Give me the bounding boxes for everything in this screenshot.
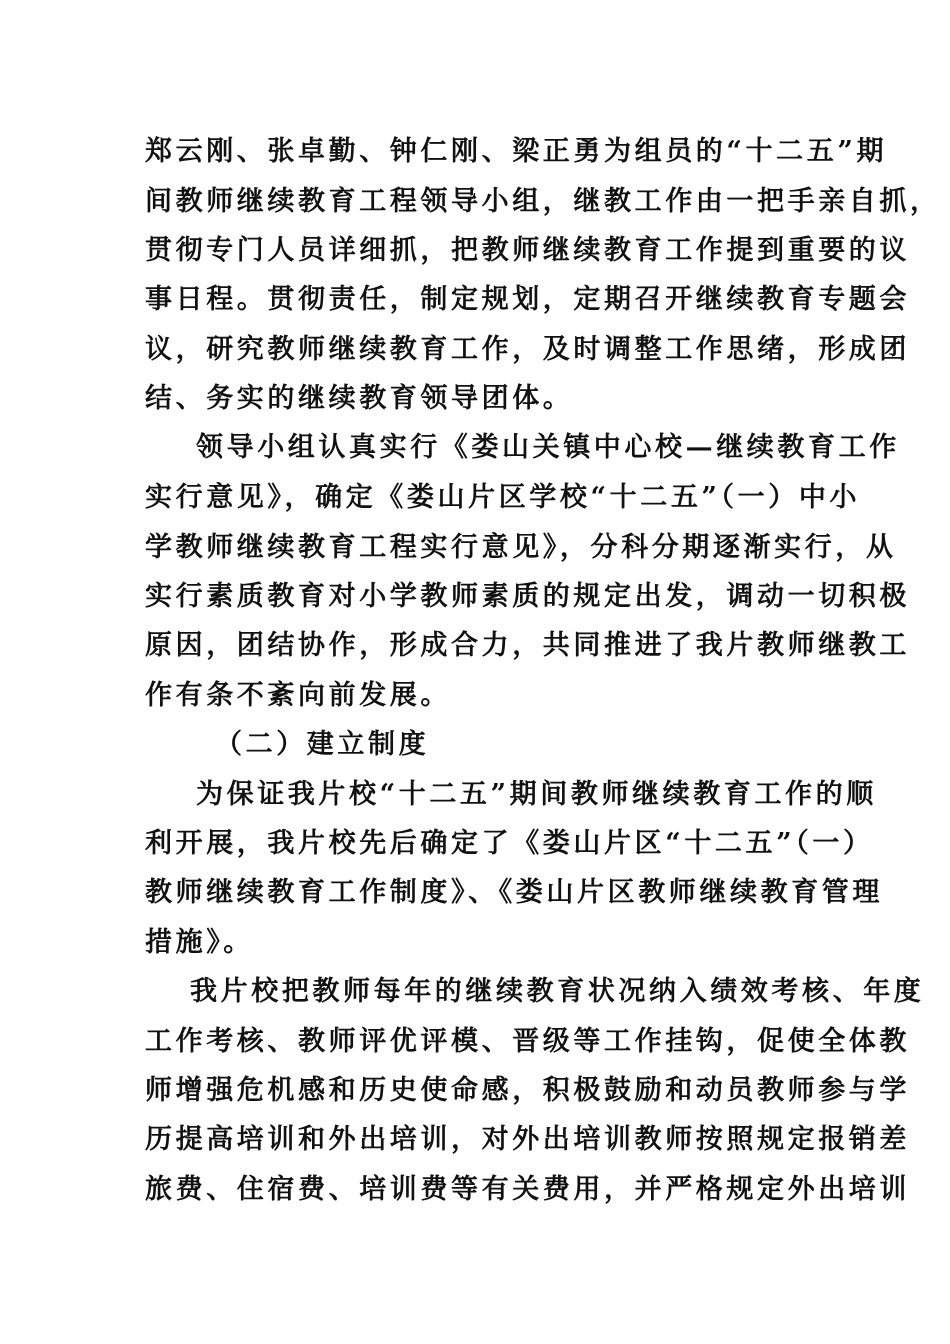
paragraph-3-line-3: 教师继续教育工作制度》、《娄山片区教师继续教育管理 [145,877,883,908]
paragraph-4-line-3: 师增强危机感和历史使命感，积极鼓励和动员教师参与学 [145,1075,910,1106]
paragraph-1-line-3: 贯彻专门人员详细抓，把教师继续教育工作提到重要的议 [145,235,910,266]
paragraph-1-line-1: 郑云刚、张卓勤、钟仁刚、梁正勇为组员的“十二五”期 [145,136,888,167]
paragraph-4-line-4: 历提高培训和外出培训，对外出培训教师按照规定报销差 [145,1124,910,1155]
paragraph-3-line-2: 利开展，我片校先后确定了《娄山片区“十二五”（一） [145,828,874,859]
paragraph-1-line-2: 间教师继续教育工程领导小组，继教工作由一把手亲自抓， [145,186,941,217]
paragraph-2-line-6: 作有条不紊向前发展。 [145,680,451,711]
paragraph-3-line-1: 为保证我片校“十二五”期间教师继续教育工作的顺 [196,779,877,810]
paragraph-4-line-5: 旅费、住宿费、培训费等有关费用，并严格规定外出培训 [145,1174,910,1205]
paragraph-2-line-1: 领导小组认真实行《娄山关镇中心校—继续教育工作 [196,432,900,463]
paragraph-2-line-4: 实行素质教育对小学教师素质的规定出发，调动一切积极 [145,581,910,612]
paragraph-1-line-6: 结、务实的继续教育领导团体。 [145,383,574,414]
paragraph-2-line-2: 实行意见》，确定《娄山片区学校“十二五”（一）中小 [145,482,861,513]
paragraph-1-line-4: 事日程。贯彻责任，制定规划，定期召开继续教育专题会 [145,284,910,315]
paragraph-4-line-1: 我片校把教师每年的继续教育状况纳入绩效考核、年度 [190,976,925,1007]
paragraph-2-line-5: 原因，团结协作，形成合力，共同推进了我片教师继教工 [145,630,910,661]
paragraph-2-line-3: 学教师继续教育工程实行意见》，分科分期逐渐实行，从 [145,532,897,563]
section-heading: （二）建立制度 [215,729,430,760]
paragraph-4-line-2: 工作考核、教师评优评模、晋级等工作挂钩，促使全体教 [145,1026,910,1057]
paragraph-1-line-5: 议，研究教师继续教育工作，及时调整工作思绪，形成团 [145,334,910,365]
paragraph-3-line-4: 措施》。 [145,927,254,958]
